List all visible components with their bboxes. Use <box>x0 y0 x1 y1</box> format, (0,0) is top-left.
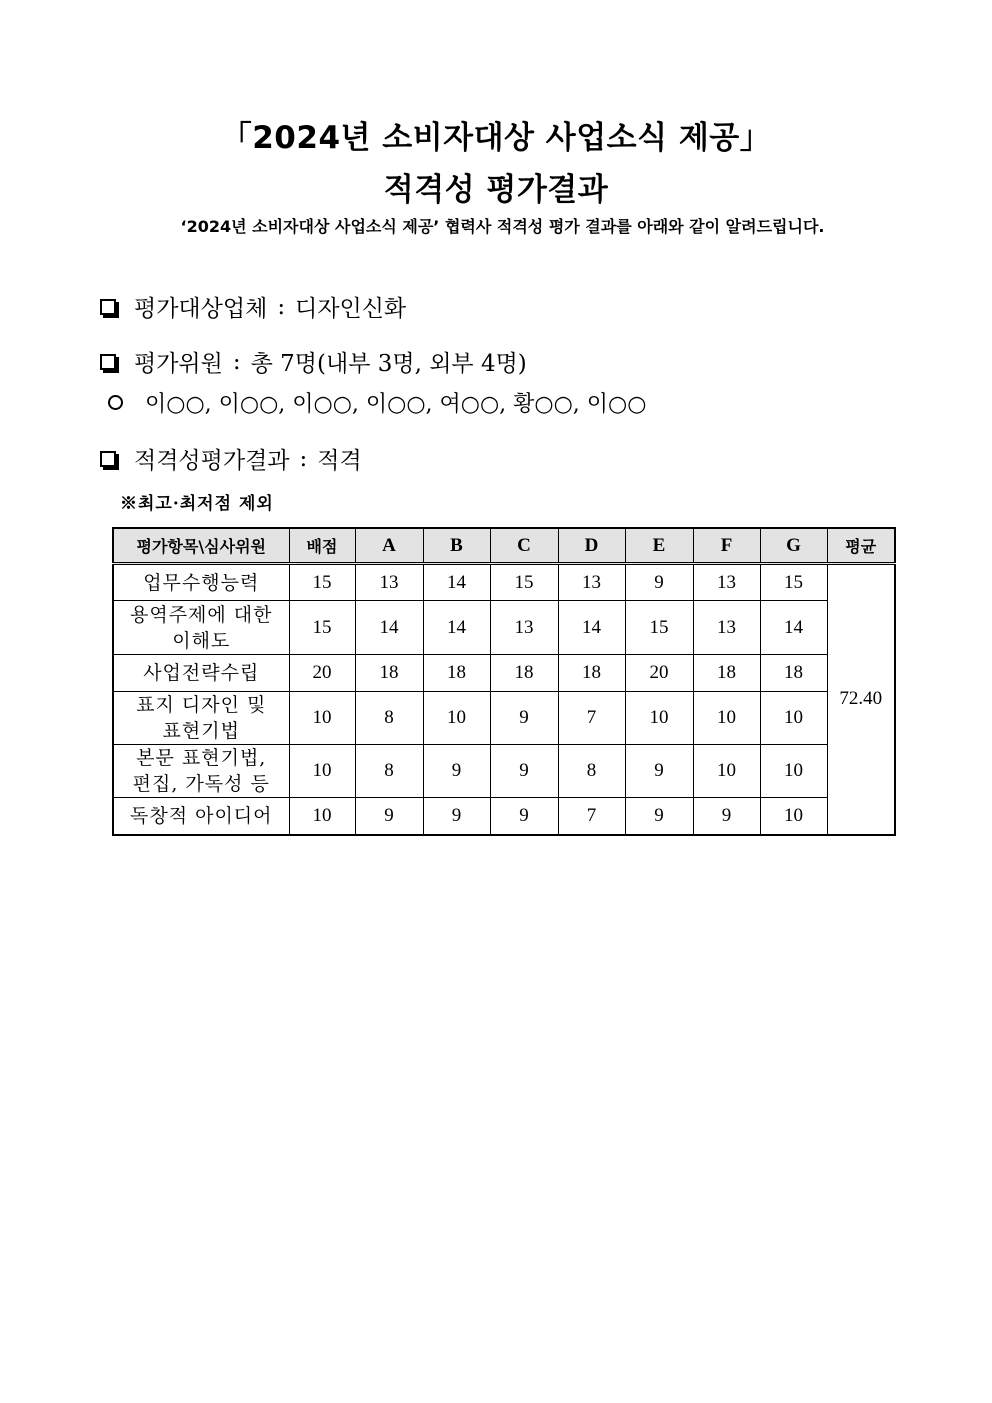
evaluation-item-line: 본문 표현기법, <box>136 747 267 769</box>
evaluation-item <box>113 745 289 798</box>
checkbox-bullet-icon <box>100 451 116 467</box>
judge-score-cell: 15 <box>625 601 693 655</box>
judge-score-cell: 14 <box>423 564 490 601</box>
header-judge-c: C <box>490 528 558 564</box>
judge-score-cell: 14 <box>558 601 625 655</box>
judge-score-cell: 9 <box>490 745 558 798</box>
judge-score-cell: 14 <box>355 601 423 655</box>
max-score-cell: 10 <box>289 692 355 745</box>
committee-section <box>98 345 527 378</box>
evaluation-item-line: 표지 디자인 및 <box>136 694 267 716</box>
judge-score-cell: 8 <box>355 745 423 798</box>
header-judge-f: F <box>693 528 760 564</box>
evaluation-item-line: 이해도 <box>172 629 231 652</box>
judge-score-cell: 7 <box>558 692 625 745</box>
header-judge-b: B <box>423 528 490 564</box>
circle-bullet-icon <box>108 395 123 410</box>
judge-score-cell: 13 <box>693 564 760 601</box>
table-header-row <box>113 528 895 564</box>
judge-score-cell: 7 <box>558 798 625 835</box>
table-row <box>113 564 895 601</box>
max-score-cell: 15 <box>289 564 355 601</box>
judge-score-cell: 18 <box>423 655 490 692</box>
judge-score-cell: 8 <box>355 692 423 745</box>
max-score-cell: 10 <box>289 745 355 798</box>
header-judge-e: E <box>625 528 693 564</box>
result-colon: : <box>299 445 308 472</box>
document-subtitle: 적격성 평가결과 <box>383 172 609 208</box>
checkbox-bullet-icon <box>100 354 116 370</box>
judge-score-cell: 8 <box>558 745 625 798</box>
judge-score-cell: 10 <box>760 692 827 745</box>
evaluation-item <box>113 601 289 655</box>
target-label: 평가대상업체 <box>134 296 268 322</box>
committee-value: 총 7명(내부 3명, 외부 4명) <box>250 351 527 377</box>
judge-score-cell: 13 <box>558 564 625 601</box>
result-label: 적격성평가결과 <box>134 448 290 474</box>
average-score-cell: 72.40 <box>827 564 895 835</box>
table-row <box>113 798 895 835</box>
evaluation-item-line: 사업전략수립 <box>143 662 260 684</box>
judge-score-cell: 9 <box>355 798 423 835</box>
judge-score-cell: 10 <box>760 745 827 798</box>
judge-score-cell: 10 <box>625 692 693 745</box>
max-score-cell: 20 <box>289 655 355 692</box>
judge-score-cell: 9 <box>625 564 693 601</box>
evaluation-item <box>113 798 289 835</box>
committee-members <box>108 387 646 418</box>
header-average: 평균 <box>827 528 895 564</box>
judge-score-cell: 20 <box>625 655 693 692</box>
judge-score-cell: 15 <box>760 564 827 601</box>
judge-score-cell: 13 <box>693 601 760 655</box>
evaluation-item <box>113 692 289 745</box>
judge-score-cell: 10 <box>423 692 490 745</box>
committee-label: 평가위원 <box>134 351 223 377</box>
judge-score-cell: 18 <box>760 655 827 692</box>
judge-score-cell: 9 <box>423 798 490 835</box>
judge-score-cell: 10 <box>760 798 827 835</box>
judge-score-cell: 15 <box>490 564 558 601</box>
target-section <box>98 290 406 323</box>
intro-text: ‘2024년 소비자대상 사업소식 제공’ 협력사 적격성 평가 결과를 아래와 같이 알려드립니다. <box>180 217 825 236</box>
members-list: 이○○, 이○○, 이○○, 이○○, 여○○, 황○○, 이○○ <box>145 392 647 417</box>
committee-colon: : <box>232 348 241 375</box>
evaluation-item-line: 용역주제에 대한 <box>129 603 273 626</box>
judge-score-cell: 9 <box>490 798 558 835</box>
judge-score-cell: 9 <box>693 798 760 835</box>
table-row <box>113 601 895 655</box>
judge-score-cell: 18 <box>355 655 423 692</box>
max-score-cell: 10 <box>289 798 355 835</box>
result-section <box>98 442 362 475</box>
max-score-cell: 15 <box>289 601 355 655</box>
header-judge-g: G <box>760 528 827 564</box>
evaluation-item-line: 업무수행능력 <box>143 571 260 594</box>
evaluation-table <box>112 527 896 836</box>
exclusion-note: ※최고·최저점 제외 <box>120 494 274 514</box>
document-title: 「2024년 소비자대상 사업소식 제공」 <box>220 120 772 156</box>
judge-score-cell: 13 <box>490 601 558 655</box>
judge-score-cell: 18 <box>693 655 760 692</box>
judge-score-cell: 9 <box>625 798 693 835</box>
evaluation-item-line: 독창적 아이디어 <box>129 804 273 827</box>
target-value: 디자인신화 <box>295 296 407 322</box>
judge-score-cell: 14 <box>423 601 490 655</box>
table-row <box>113 655 895 692</box>
judge-score-cell: 18 <box>558 655 625 692</box>
header-judge-a: A <box>355 528 423 564</box>
judge-score-cell: 13 <box>355 564 423 601</box>
judge-score-cell: 10 <box>693 692 760 745</box>
checkbox-bullet-icon <box>100 299 116 315</box>
judge-score-cell: 10 <box>693 745 760 798</box>
result-value: 적격 <box>317 448 362 474</box>
header-score: 배점 <box>289 528 355 564</box>
judge-score-cell: 14 <box>760 601 827 655</box>
table-row <box>113 692 895 745</box>
evaluation-item-line: 편집, 가독성 등 <box>132 773 270 795</box>
header-judge-d: D <box>558 528 625 564</box>
judge-score-cell: 9 <box>423 745 490 798</box>
target-colon: : <box>277 293 286 320</box>
judge-score-cell: 18 <box>490 655 558 692</box>
header-item: 평가항목\심사위원 <box>113 528 289 564</box>
evaluation-item <box>113 564 289 601</box>
table-row <box>113 745 895 798</box>
evaluation-item-line: 표현기법 <box>162 720 240 742</box>
evaluation-item <box>113 655 289 692</box>
judge-score-cell: 9 <box>490 692 558 745</box>
judge-score-cell: 9 <box>625 745 693 798</box>
